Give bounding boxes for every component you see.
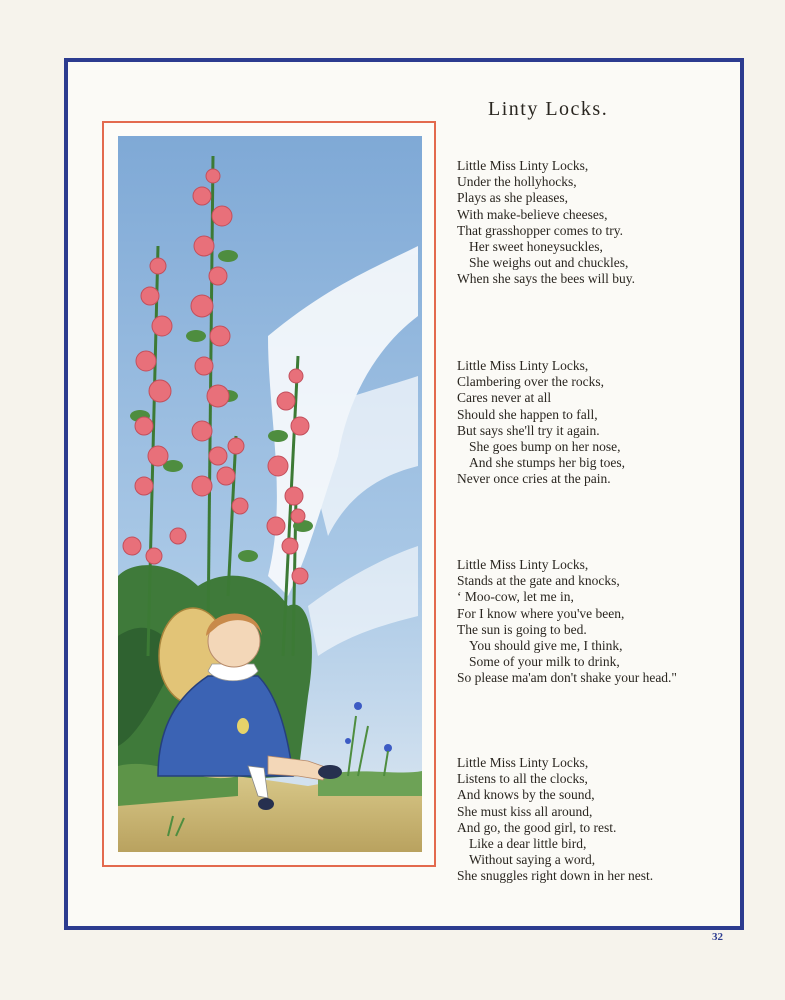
poem-line: Stands at the gate and knocks, bbox=[457, 573, 620, 589]
poem-title: Linty Locks. bbox=[488, 98, 609, 120]
poem-line: Under the hollyhocks, bbox=[457, 174, 577, 190]
poem-line: She weighs out and chuckles, bbox=[469, 255, 629, 271]
poem-line: You should give me, I think, bbox=[469, 638, 623, 654]
poem-line: Plays as she pleases, bbox=[457, 190, 568, 206]
poem-line: And knows by the sound, bbox=[457, 787, 595, 803]
poem-line: Cares never at all bbox=[457, 390, 552, 406]
lemon bbox=[237, 718, 249, 734]
stanza-1 bbox=[457, 158, 727, 288]
poem-line: Never once cries at the pain. bbox=[457, 471, 611, 487]
poem-line: Clambering over the rocks, bbox=[457, 374, 604, 390]
poem-line: For I know where you've been, bbox=[457, 605, 625, 621]
poem-line: With make-believe cheeses, bbox=[457, 206, 608, 222]
poem-line: She must kiss all around, bbox=[457, 803, 593, 819]
illustration-girl-under-hollyhocks bbox=[118, 136, 422, 852]
poem-line: ‘ Moo-cow, let me in, bbox=[457, 589, 574, 605]
stanza-2 bbox=[457, 358, 727, 488]
page-number: 32 bbox=[712, 931, 723, 943]
poem-line: Little Miss Linty Locks, bbox=[457, 755, 589, 770]
poem-line: Without saying a word, bbox=[469, 852, 596, 868]
poem-line: Little Miss Linty Locks, bbox=[457, 158, 589, 173]
poem-line: Little Miss Linty Locks, bbox=[457, 557, 589, 572]
poem-line: Should she happen to fall, bbox=[457, 406, 598, 422]
poem-line: Like a dear little bird, bbox=[469, 836, 587, 852]
poem-line: She goes bump on her nose, bbox=[469, 439, 621, 455]
poem-line: Some of your milk to drink, bbox=[469, 654, 620, 670]
poem-line: She snuggles right down in her nest. bbox=[457, 868, 654, 884]
poem-line: Listens to all the clocks, bbox=[457, 771, 588, 787]
poem-line: Her sweet honeysuckles, bbox=[469, 239, 603, 255]
poem-line: So please ma'am don't shake your head." bbox=[457, 670, 677, 686]
poem-line: And she stumps her big toes, bbox=[469, 455, 625, 471]
poem-line: Little Miss Linty Locks, bbox=[457, 358, 589, 373]
illustration-drawing bbox=[118, 136, 422, 852]
poem-line: That grasshopper comes to try. bbox=[457, 222, 623, 238]
poem-line: When she says the bees will buy. bbox=[457, 271, 635, 287]
poem-line: And go, the good girl, to rest. bbox=[457, 819, 617, 835]
stanza-3 bbox=[457, 557, 727, 687]
stanza-4 bbox=[457, 755, 727, 885]
poem-line: The sun is going to bed. bbox=[457, 621, 587, 637]
poem-line: But says she'll try it again. bbox=[457, 422, 600, 438]
